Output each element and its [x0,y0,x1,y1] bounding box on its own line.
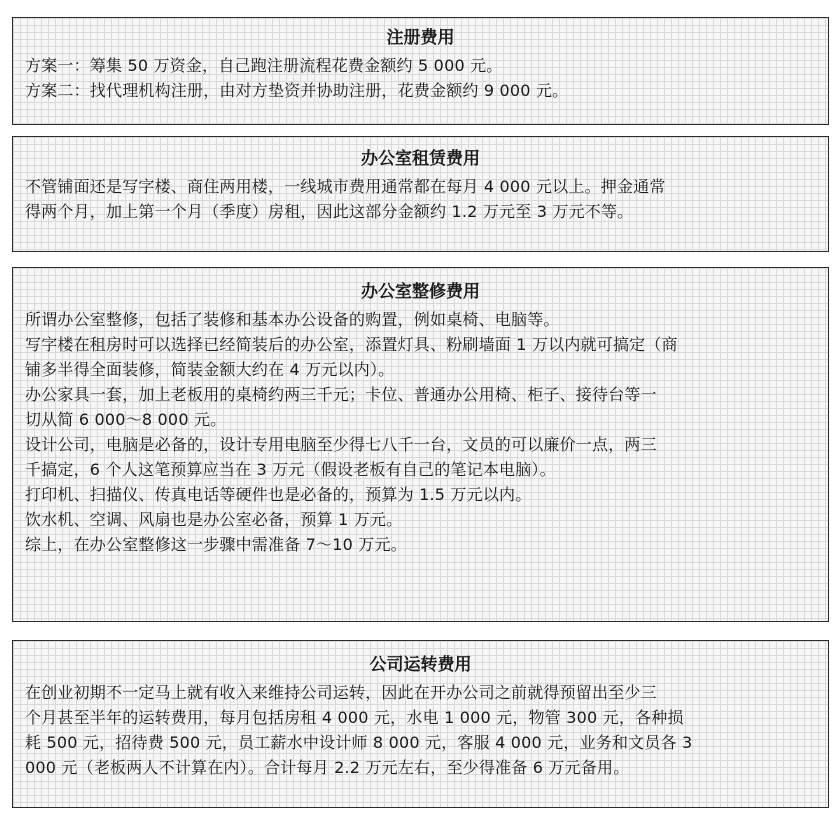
section-register-fees [12,17,829,125]
text-line: 个月甚至半年的运转费用，每月包括房租 4 000 元，水电 1 000 元，物管 300 元，各种损 [25,708,684,727]
text-line: 打印机、扫描仪、传真电话等硬件也是必备的，预算为 1.5 万元以内。 [25,485,532,504]
text-line: 办公家具一套，加上老板用的桌椅约两三千元；卡位、普通办公用椅、柜子、接待台等一 [25,385,657,404]
text-line: 综上，在办公室整修这一步骤中需准备 7～10 万元。 [25,535,407,554]
section-title: 公司运转费用 [369,655,472,675]
text-line: 铺多半得全面装修，简装金额大约在 4 万元以内）。 [25,360,395,379]
section-title: 办公室整修费用 [361,282,480,302]
text-line: 切从简 6 000～8 000 元。 [25,410,227,429]
text-line: 得两个月，加上第一个月（季度）房租，因此这部分金额约 1.2 万元至 3 万元不等。 [25,202,634,221]
text-line: 方案二：找代理机构注册，由对方垫资并协助注册，花费金额约 9 000 元。 [25,81,569,100]
section-office-renovation-fees [12,267,829,622]
text-line: 在创业初期不一定马上就有收入来维持公司运转，因此在开办公司之前就得预留出至少三 [25,683,657,702]
text-line: 千搞定，6 个人这笔预算应当在 3 万元（假设老板有自己的笔记本电脑）。 [25,460,556,479]
text-line: 设计公司，电脑是必备的，设计专用电脑至少得七八千一台，文员的可以廉价一点，两三 [25,435,657,454]
text-line: 000 元（老板两人不计算在内）。合计每月 2.2 万元左右，至少得准备 6 万元备用。 [25,758,630,777]
text-line: 所谓办公室整修，包括了装修和基本办公设备的购置，例如桌椅、电脑等。 [25,310,560,329]
section-title: 办公室租赁费用 [361,149,480,169]
text-line: 写字楼在租房时可以选择已经简装后的办公室，添置灯具、粉刷墙面 1 万以内就可搞定（商 [25,335,678,354]
text-line: 耗 500 元，招待费 500 元，员工薪水中设计师 8 000 元，客服 4 000 元，业务和文员各 3 [25,733,693,752]
section-company-operation-fees [12,640,829,808]
text-line: 方案一：筹集 50 万资金，自己跑注册流程花费金额约 5 000 元。 [25,56,503,75]
section-office-rent-fees [12,136,829,252]
text-line: 饮水机、空调、风扇也是办公室必备，预算 1 万元。 [25,510,403,529]
section-title: 注册费用 [386,28,455,48]
text-line: 不管铺面还是写字楼、商住两用楼，一线城市费用通常都在每月 4 000 元以上。押金通常 [25,177,666,196]
